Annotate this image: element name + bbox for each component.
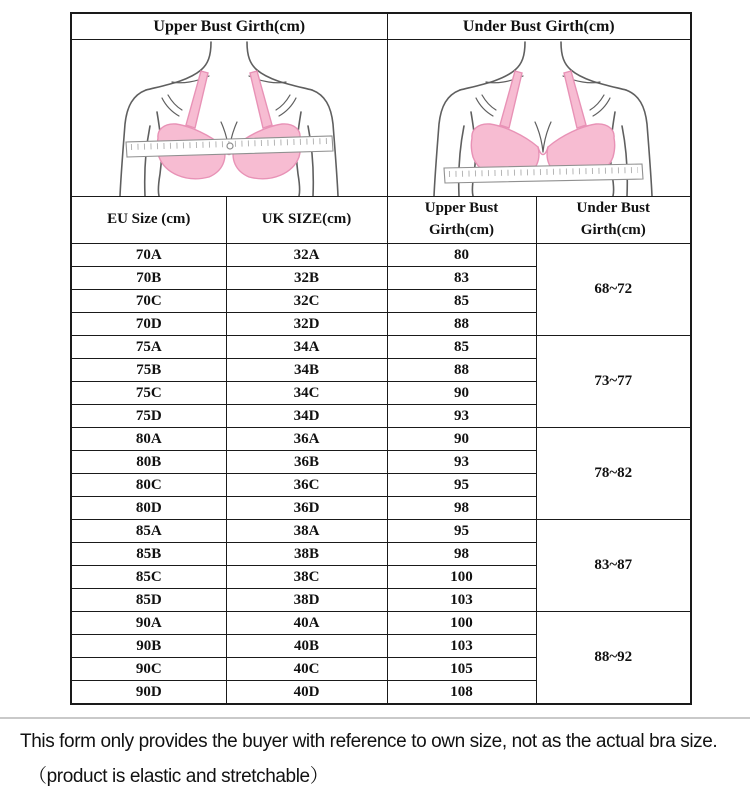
cell-uk-size: 40A xyxy=(226,612,387,635)
cell-eu-size: 70C xyxy=(71,290,226,313)
cell-upper-size: 108 xyxy=(387,681,536,705)
cell-under-bust-range: 83~87 xyxy=(536,520,691,612)
cell-uk-size: 34A xyxy=(226,336,387,359)
cell-eu-size: 90C xyxy=(71,658,226,681)
cell-eu-size: 75B xyxy=(71,359,226,382)
cell-upper-size: 100 xyxy=(387,612,536,635)
cell-upper-size: 80 xyxy=(387,244,536,267)
cell-eu-size: 80C xyxy=(71,474,226,497)
upper-bust-illustration-cell xyxy=(71,40,387,197)
cell-under-bust-range: 88~92 xyxy=(536,612,691,705)
cell-eu-size: 80D xyxy=(71,497,226,520)
cell-uk-size: 32A xyxy=(226,244,387,267)
cell-under-bust-range: 68~72 xyxy=(536,244,691,336)
cell-upper-size: 90 xyxy=(387,382,536,405)
cell-uk-size: 34B xyxy=(226,359,387,382)
cell-uk-size: 32D xyxy=(226,313,387,336)
cell-upper-size: 88 xyxy=(387,359,536,382)
col-header-under-bust-line1: Under Bust xyxy=(576,200,651,217)
col-header-upper-bust-line1: Upper Bust xyxy=(424,200,499,217)
cell-eu-size: 90A xyxy=(71,612,226,635)
cell-upper-size: 103 xyxy=(387,635,536,658)
cell-under-bust-range: 78~82 xyxy=(536,428,691,520)
disclaimer-line-1: This form only provides the buyer with reference to own size, not as the actual bra size. xyxy=(20,731,718,752)
size-row xyxy=(71,244,691,267)
under-bust-measuring-tape-illustration xyxy=(388,40,692,196)
size-row xyxy=(71,336,691,359)
cell-upper-size: 98 xyxy=(387,497,536,520)
cell-eu-size: 90D xyxy=(71,681,226,705)
under-bust-girth-header: Under Bust Girth(cm) xyxy=(387,13,691,40)
cell-eu-size: 90B xyxy=(71,635,226,658)
cell-eu-size: 70A xyxy=(71,244,226,267)
cell-under-bust-range: 73~77 xyxy=(536,336,691,428)
cell-upper-size: 103 xyxy=(387,589,536,612)
cell-eu-size: 75A xyxy=(71,336,226,359)
cell-uk-size: 40B xyxy=(226,635,387,658)
cell-eu-size: 85C xyxy=(71,566,226,589)
cell-upper-size: 95 xyxy=(387,474,536,497)
cell-uk-size: 34C xyxy=(226,382,387,405)
col-header-uk-size-label: UK SIZE(cm) xyxy=(261,211,352,228)
cell-uk-size: 36D xyxy=(226,497,387,520)
illustration-row xyxy=(71,40,691,197)
size-row xyxy=(71,520,691,543)
cell-uk-size: 40D xyxy=(226,681,387,705)
cell-uk-size: 36C xyxy=(226,474,387,497)
size-row xyxy=(71,612,691,635)
upper-bust-measuring-tape-illustration xyxy=(74,40,384,196)
cell-uk-size: 38B xyxy=(226,543,387,566)
cell-eu-size: 70D xyxy=(71,313,226,336)
cell-uk-size: 38C xyxy=(226,566,387,589)
divider-line xyxy=(0,717,750,719)
cell-eu-size: 80A xyxy=(71,428,226,451)
cell-uk-size: 36B xyxy=(226,451,387,474)
cell-upper-size: 93 xyxy=(387,451,536,474)
top-header-row xyxy=(71,13,691,40)
col-header-upper-bust xyxy=(387,197,536,244)
column-header-row xyxy=(71,197,691,244)
col-header-eu-size xyxy=(71,197,226,244)
under-bust-illustration-cell xyxy=(387,40,691,197)
cell-upper-size: 85 xyxy=(387,336,536,359)
col-header-under-bust-line2: Girth(cm) xyxy=(580,222,646,238)
disclaimer-line-2: （product is elastic and stretchable） xyxy=(28,766,329,787)
cell-upper-size: 100 xyxy=(387,566,536,589)
cell-upper-size: 88 xyxy=(387,313,536,336)
cell-upper-size: 93 xyxy=(387,405,536,428)
bra-size-chart-table xyxy=(70,12,692,705)
col-header-eu-size-label: EU Size (cm) xyxy=(107,211,191,228)
cell-uk-size: 40C xyxy=(226,658,387,681)
cell-eu-size: 85D xyxy=(71,589,226,612)
cell-upper-size: 85 xyxy=(387,290,536,313)
size-row xyxy=(71,428,691,451)
cell-eu-size: 80B xyxy=(71,451,226,474)
cell-uk-size: 32B xyxy=(226,267,387,290)
cell-uk-size: 36A xyxy=(226,428,387,451)
cell-uk-size: 38D xyxy=(226,589,387,612)
col-header-upper-bust-line2: Girth(cm) xyxy=(429,222,494,238)
cell-uk-size: 34D xyxy=(226,405,387,428)
cell-eu-size: 85A xyxy=(71,520,226,543)
cell-eu-size: 75C xyxy=(71,382,226,405)
cell-upper-size: 95 xyxy=(387,520,536,543)
size-table-body xyxy=(71,244,691,705)
cell-eu-size: 70B xyxy=(71,267,226,290)
cell-eu-size: 75D xyxy=(71,405,226,428)
cell-upper-size: 90 xyxy=(387,428,536,451)
cell-uk-size: 32C xyxy=(226,290,387,313)
cell-upper-size: 105 xyxy=(387,658,536,681)
cell-upper-size: 83 xyxy=(387,267,536,290)
cell-uk-size: 38A xyxy=(226,520,387,543)
upper-bust-girth-header: Upper Bust Girth(cm) xyxy=(71,13,387,40)
cell-eu-size: 85B xyxy=(71,543,226,566)
col-header-uk-size xyxy=(226,197,387,244)
cell-upper-size: 98 xyxy=(387,543,536,566)
col-header-under-bust xyxy=(536,197,691,244)
